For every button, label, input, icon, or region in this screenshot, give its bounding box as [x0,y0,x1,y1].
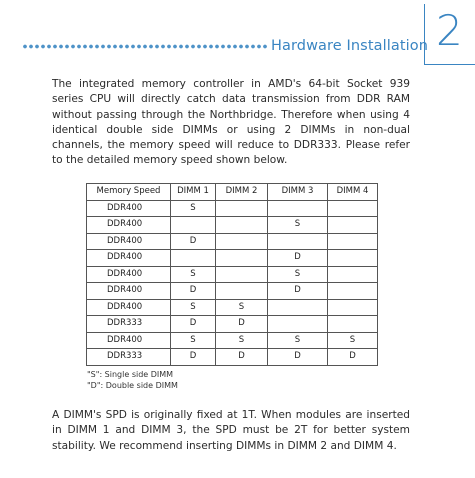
cell-dimm-2: S [216,299,268,316]
table-row [87,299,378,316]
table-row [87,349,378,366]
header-dimm-3: DIMM 3 [268,184,328,201]
section-title: Hardware Installation [271,38,429,54]
header-dimm-4: DIMM 4 [328,184,378,201]
intro-paragraph: The integrated memory controller in AMD's 64-bit Socket 939 series CPU will directly catch data transmission from DDR RAM without passing through the Northbridge. Therefore when using 4 identical double side DIMMs or using 2 DIMMs in non-dual channels, the memory speed will reduce to DDR333. Please refer to the detailed memory speed shown below. [52,78,410,167]
cell-dimm-3: D [268,349,328,366]
cell-dimm-4 [328,283,378,300]
cell-dimm-4: S [328,332,378,349]
cell-dimm-3: S [268,332,328,349]
table-row [87,332,378,349]
cell-dimm-1: D [171,316,216,333]
cell-dimm-2 [216,266,268,283]
cell-speed: DDR400 [87,200,171,217]
cell-dimm-4 [328,250,378,267]
chapter-number: 2 [436,6,463,55]
cell-speed: DDR400 [87,266,171,283]
cell-dimm-2: D [216,349,268,366]
cell-dimm-1: S [171,200,216,217]
cell-dimm-2 [216,200,268,217]
cell-dimm-1: D [171,233,216,250]
cell-dimm-3: S [268,217,328,234]
cell-dimm-2: D [216,316,268,333]
cell-speed: DDR400 [87,233,171,250]
cell-speed: DDR400 [87,299,171,316]
header-dimm-2: DIMM 2 [216,184,268,201]
legend-single-side: "S": Single side DIMM [87,370,174,379]
cell-speed: DDR400 [87,332,171,349]
cell-dimm-1: S [171,299,216,316]
cell-dimm-3 [268,200,328,217]
cell-dimm-1: D [171,283,216,300]
cell-speed: DDR400 [87,250,171,267]
cell-speed: DDR333 [87,349,171,366]
cell-dimm-3: D [268,283,328,300]
header-memory-speed: Memory Speed [87,184,171,201]
spd-paragraph: A DIMM's SPD is originally fixed at 1T. When modules are inserted in DIMM 1 and DIMM 3, the SPD must be 2T for better system stability. We recommend inserting DIMMs in DIMM 2 and DIMM 4. [52,409,410,452]
cell-dimm-2 [216,250,268,267]
header-dotted-rule [22,44,268,49]
cell-dimm-1: S [171,266,216,283]
table-row [87,283,378,300]
memory-speed-table [86,183,378,366]
cell-speed: DDR333 [87,316,171,333]
cell-dimm-1: D [171,349,216,366]
cell-dimm-4: D [328,349,378,366]
table-row [87,316,378,333]
cell-dimm-4 [328,217,378,234]
cell-dimm-3 [268,299,328,316]
header-dimm-1: DIMM 1 [171,184,216,201]
cell-speed: DDR400 [87,217,171,234]
cell-dimm-4 [328,299,378,316]
table-row [87,233,378,250]
cell-dimm-4 [328,316,378,333]
cell-dimm-3 [268,233,328,250]
cell-dimm-4 [328,200,378,217]
cell-dimm-2: S [216,332,268,349]
table-row [87,217,378,234]
legend-double-side: "D": Double side DIMM [87,381,178,390]
table-row [87,250,378,267]
cell-dimm-4 [328,266,378,283]
cell-dimm-3 [268,316,328,333]
cell-dimm-4 [328,233,378,250]
table-row [87,200,378,217]
cell-dimm-2 [216,217,268,234]
cell-dimm-1: S [171,332,216,349]
cell-dimm-3: D [268,250,328,267]
table-row [87,266,378,283]
table-header-row [87,184,378,201]
cell-speed: DDR400 [87,283,171,300]
cell-dimm-2 [216,233,268,250]
cell-dimm-3: S [268,266,328,283]
cell-dimm-1 [171,250,216,267]
cell-dimm-1 [171,217,216,234]
cell-dimm-2 [216,283,268,300]
